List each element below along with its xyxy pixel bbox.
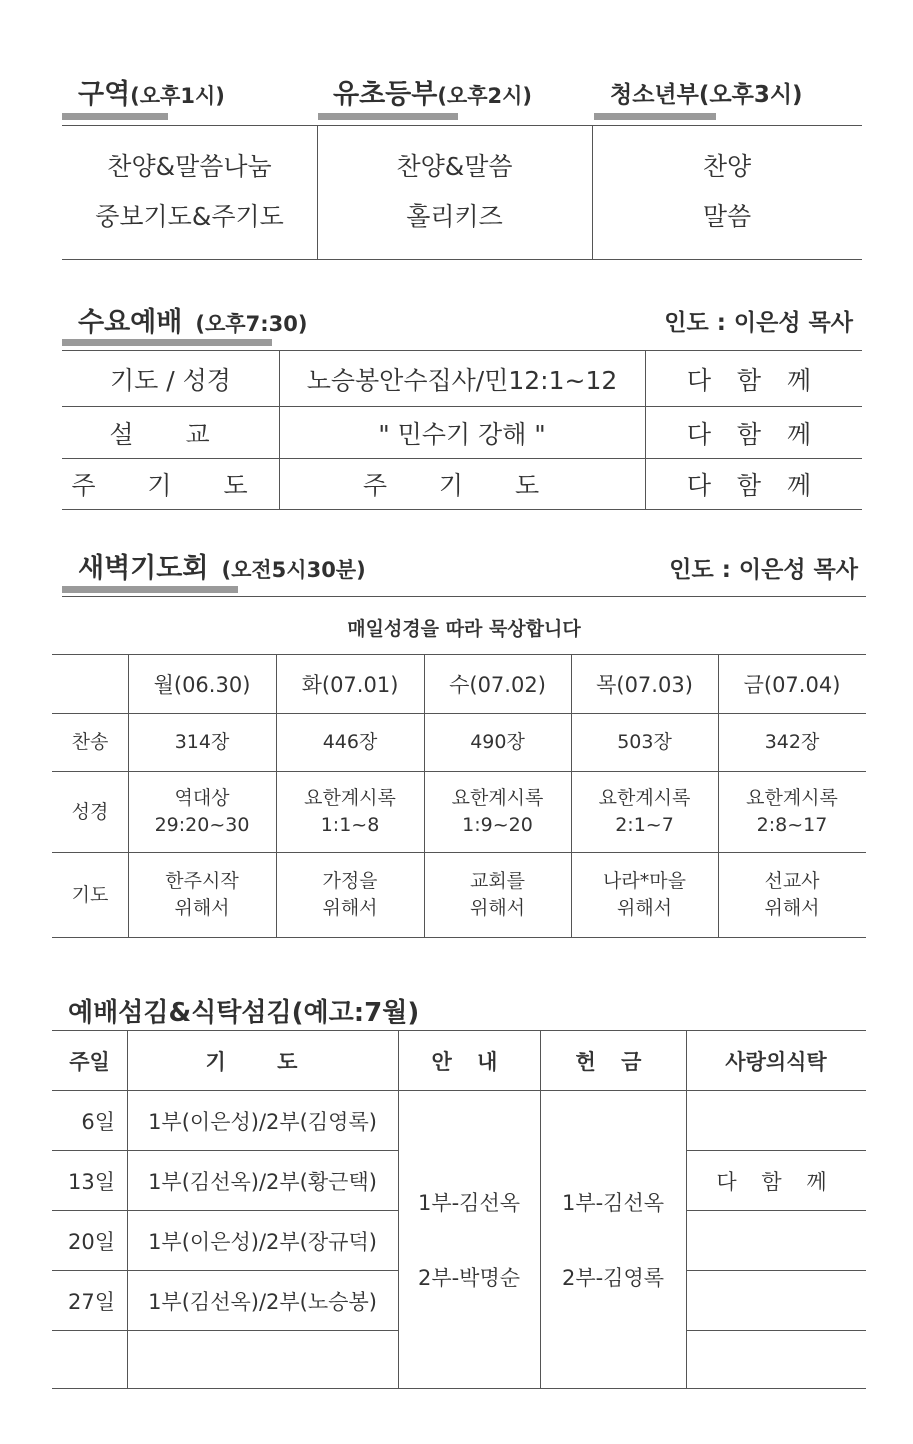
dawn-row-label: 성경 bbox=[71, 800, 109, 823]
service-prayer: 1부(김선옥)/2부(노승봉) bbox=[148, 1289, 377, 1314]
wednesday-who: 다 함 께 bbox=[686, 419, 821, 449]
service-day: 27일 bbox=[67, 1289, 115, 1314]
dawn-scripture: 역대상 29:20~30 bbox=[154, 787, 250, 836]
service-guide: 2부-박명순 bbox=[417, 1266, 521, 1290]
service-offering: 1부-김선옥 bbox=[561, 1191, 665, 1215]
dawn-prayer: 선교사 위해서 bbox=[764, 870, 820, 919]
service-col-header: 안 내 bbox=[431, 1049, 507, 1074]
divider bbox=[686, 1210, 866, 1211]
dawn-day-header: 목(07.03) bbox=[596, 673, 693, 697]
wednesday-content: 노승봉안수집사/민12:1~12 bbox=[306, 366, 618, 395]
dawn-leader: 인도 : 이은성 목사 bbox=[669, 557, 858, 583]
group-item: 말씀 bbox=[702, 202, 752, 231]
group-item: 찬양 bbox=[702, 152, 752, 181]
dawn-hymn: 314장 bbox=[174, 731, 230, 753]
divider bbox=[62, 350, 862, 351]
divider bbox=[52, 1330, 398, 1331]
dawn-day-header: 월(06.30) bbox=[153, 673, 251, 697]
divider bbox=[686, 1330, 866, 1331]
dawn-scripture: 요한계시록 1:9~20 bbox=[451, 787, 544, 836]
group-item: 찬양&말씀 bbox=[396, 152, 513, 181]
wednesday-leader: 인도 : 이은성 목사 bbox=[664, 310, 853, 336]
header-underline-bar bbox=[594, 113, 716, 120]
header-underline-bar bbox=[318, 113, 458, 120]
dawn-prayer: 가정을 위해서 bbox=[322, 870, 378, 919]
group-header-3: 청소년부(오후3시) bbox=[610, 82, 803, 108]
header-underline-bar bbox=[62, 339, 272, 346]
service-day: 6일 bbox=[81, 1109, 115, 1134]
dawn-hymn: 342장 bbox=[764, 731, 820, 753]
divider bbox=[686, 1270, 866, 1271]
dawn-scripture: 요한계시록 2:1~7 bbox=[598, 787, 691, 836]
header-underline-bar bbox=[62, 113, 168, 120]
service-meal: 다 함 께 bbox=[716, 1169, 836, 1194]
wednesday-content: 주 기 도 bbox=[362, 471, 562, 500]
wednesday-who: 다 함 께 bbox=[686, 366, 821, 395]
service-col-header: 헌 금 bbox=[575, 1049, 651, 1074]
dawn-row-label: 찬송 bbox=[71, 731, 109, 753]
service-guide: 1부-김선옥 bbox=[417, 1191, 521, 1215]
dawn-scripture: 요한계시록 1:1~8 bbox=[304, 787, 396, 836]
dawn-row-label: 기도 bbox=[71, 883, 109, 906]
dawn-header: 새벽기도회 (오전5시30분) bbox=[78, 553, 366, 584]
dawn-hymn: 503장 bbox=[617, 731, 672, 753]
service-prayer: 1부(이은성)/2부(장규덕) bbox=[148, 1229, 377, 1254]
wednesday-content: " 민수기 강해 " bbox=[378, 419, 546, 449]
dawn-hymn: 446장 bbox=[322, 731, 378, 753]
divider bbox=[52, 937, 866, 938]
service-col-header: 주일 bbox=[69, 1049, 110, 1074]
service-offering: 2부-김영록 bbox=[561, 1266, 665, 1290]
dawn-day-header: 수(07.02) bbox=[449, 673, 546, 697]
wednesday-who: 다 함 께 bbox=[686, 471, 821, 500]
group-header-2: 유초등부(오후2시) bbox=[333, 79, 532, 110]
service-col-header: 기 도 bbox=[205, 1049, 320, 1074]
dawn-subtitle: 매일성경을 따라 묵상합니다 bbox=[347, 617, 581, 640]
service-prayer: 1부(이은성)/2부(김영록) bbox=[148, 1109, 377, 1134]
divider bbox=[62, 125, 862, 126]
dawn-scripture: 요한계시록 2:8~17 bbox=[746, 787, 838, 836]
wednesday-header: 수요예배 (오후7:30) bbox=[78, 307, 308, 338]
group-item: 찬양&말씀나눔 bbox=[107, 152, 272, 181]
service-prayer: 1부(김선옥)/2부(황근택) bbox=[148, 1169, 377, 1194]
group-item: 홀리키즈 bbox=[406, 202, 503, 231]
divider bbox=[62, 596, 866, 597]
group-header-1: 구역(오후1시) bbox=[78, 79, 225, 110]
divider bbox=[62, 509, 862, 510]
header-underline-bar bbox=[62, 586, 238, 593]
wednesday-item: 설 교 bbox=[109, 419, 232, 449]
service-day: 13일 bbox=[67, 1169, 115, 1194]
dawn-day-header: 금(07.04) bbox=[743, 673, 841, 697]
divider bbox=[52, 1388, 866, 1389]
service-title: 예배섬김&식탁섬김(예고:7월) bbox=[68, 998, 420, 1028]
dawn-prayer: 나라*마을 위해서 bbox=[603, 870, 686, 919]
service-col-header: 사랑의식탁 bbox=[725, 1049, 827, 1074]
dawn-prayer: 한주시작 위해서 bbox=[165, 870, 239, 919]
dawn-day-header: 화(07.01) bbox=[301, 673, 399, 697]
dawn-prayer: 교회를 위해서 bbox=[469, 870, 526, 919]
wednesday-item: 주 기 도 bbox=[71, 471, 270, 500]
wednesday-item: 기도 / 성경 bbox=[110, 366, 231, 395]
divider bbox=[62, 259, 862, 260]
group-item: 중보기도&주기도 bbox=[95, 202, 284, 231]
service-day: 20일 bbox=[67, 1229, 115, 1254]
dawn-hymn: 490장 bbox=[470, 731, 525, 753]
